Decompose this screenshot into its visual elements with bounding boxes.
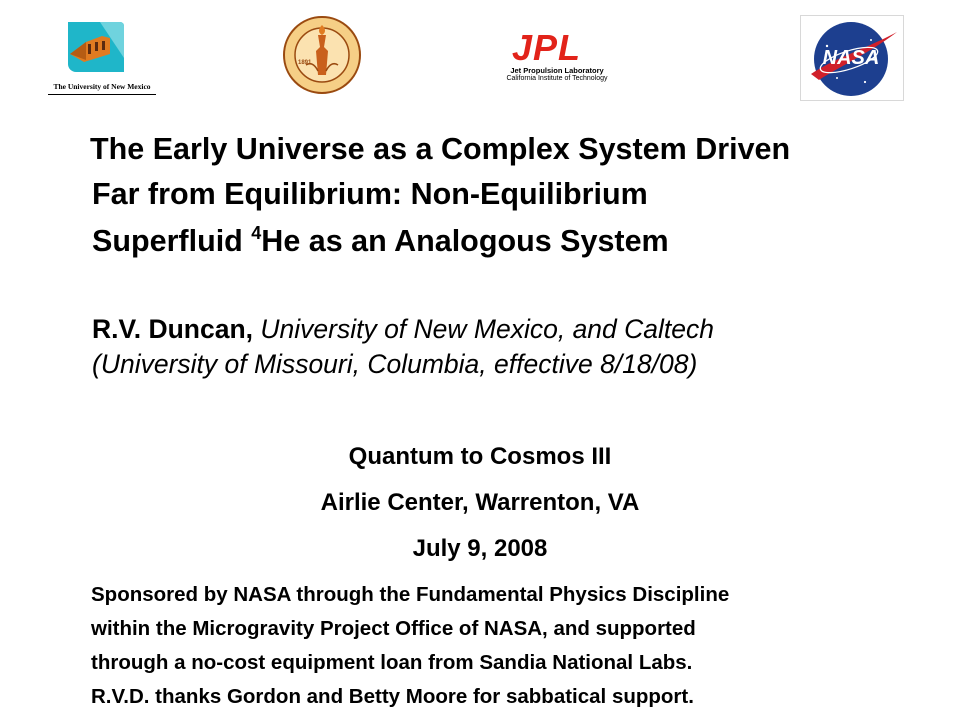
- sponsor-line-1: Sponsored by NASA through the Fundamental Physics Discipline: [91, 583, 730, 606]
- sponsor-line-4: R.V.D. thanks Gordon and Betty Moore for sabbatical support.: [91, 685, 694, 708]
- conference-name: Quantum to Cosmos III: [348, 443, 612, 470]
- caltech-seal-icon: [282, 15, 362, 95]
- sponsor-line-2: within the Microgravity Project Office of NASA, and supported: [91, 617, 696, 640]
- helium-isotope-superscript: 4: [251, 223, 262, 243]
- unm-logo: [48, 14, 156, 98]
- title-line-3-pre: Superfluid: [92, 224, 252, 258]
- jpl-line2: California Institute of Technology: [506, 75, 608, 82]
- conference-date: July 9, 2008: [412, 535, 548, 562]
- unm-underline: [48, 94, 156, 95]
- jpl-logo: [482, 27, 632, 86]
- unm-logo-text: The University of New Mexico: [53, 82, 151, 91]
- author-block: [92, 312, 952, 382]
- author-future-affiliation: (University of Missouri, Columbia, effective 8/18/08): [92, 349, 698, 379]
- unm-emblem-icon: [48, 14, 156, 80]
- title-line-3: [92, 219, 669, 267]
- conference-venue: Airlie Center, Warrenton, VA: [320, 489, 640, 516]
- title-line-2: Far from Equilibrium: Non-Equilibrium: [92, 177, 648, 211]
- author-line-1: [92, 312, 952, 347]
- jpl-mark: JPL: [512, 27, 582, 68]
- nasa-logo: [800, 15, 904, 101]
- author-line-2: [92, 347, 952, 382]
- title-line-3-post: He as an Analogous System: [261, 224, 669, 258]
- caltech-year: 1891: [298, 60, 312, 66]
- caltech-seal: [282, 15, 362, 95]
- nasa-mark: NASA: [822, 47, 880, 69]
- author-name: R.V. Duncan,: [92, 314, 254, 344]
- jpl-line1: Jet Propulsion Laboratory: [510, 66, 604, 75]
- author-affiliation: University of New Mexico, and Caltech: [253, 314, 714, 344]
- sponsor-line-3: through a no-cost equipment loan from Sandia National Labs.: [91, 651, 693, 674]
- sponsor-block: [91, 578, 951, 714]
- title-line-1: The Early Universe as a Complex System Driven: [90, 132, 791, 166]
